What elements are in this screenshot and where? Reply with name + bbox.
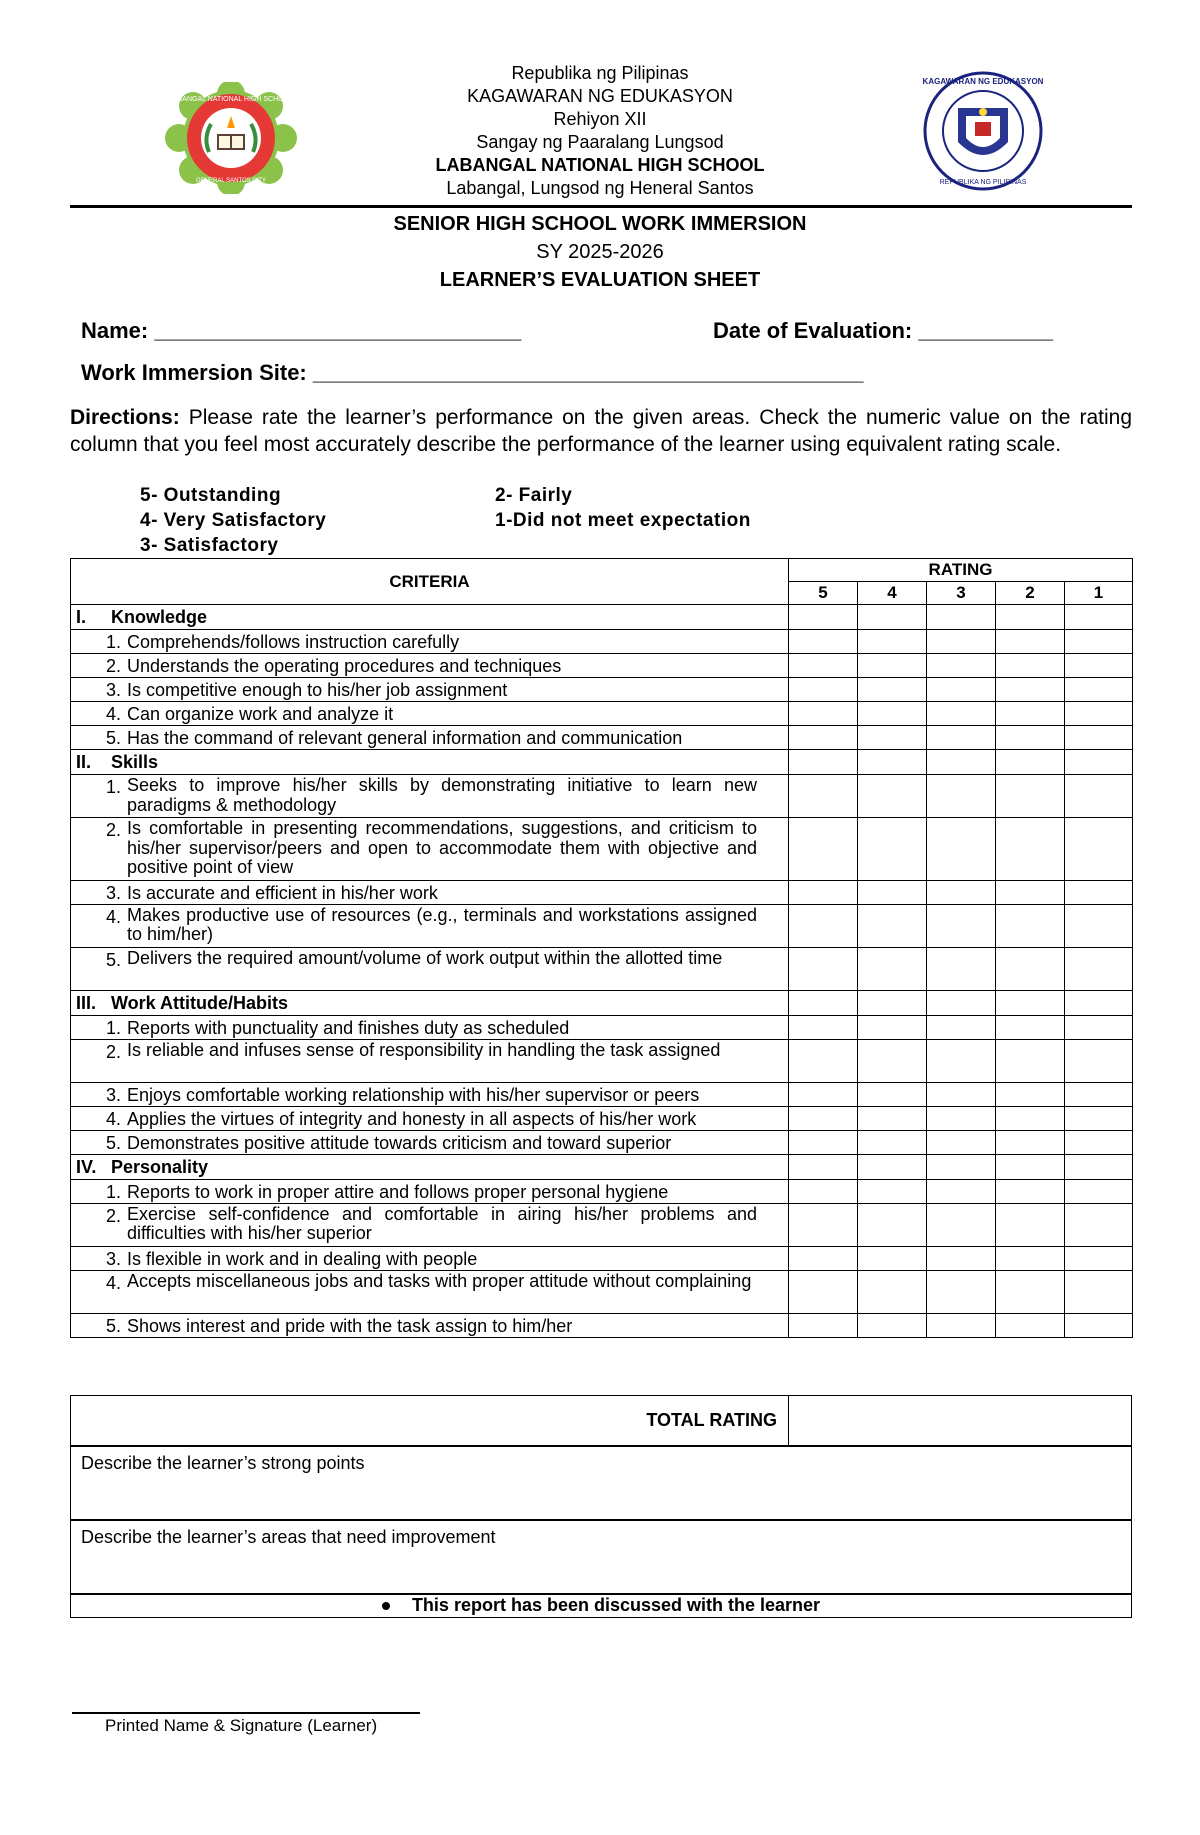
rating-checkbox-cell[interactable]	[927, 818, 996, 881]
rating-checkbox-cell[interactable]	[789, 1313, 858, 1337]
rating-cell	[858, 990, 927, 1015]
rating-checkbox-cell[interactable]	[789, 775, 858, 818]
rating-col-2: 2	[996, 582, 1065, 605]
rating-cell	[996, 750, 1065, 775]
rating-checkbox-cell[interactable]	[789, 1246, 858, 1270]
scale-2: 2- Fairly	[495, 485, 573, 506]
header-line-4: Sangay ng Paaralang Lungsod	[476, 132, 724, 152]
criteria-row	[71, 775, 1133, 818]
rating-checkbox-cell[interactable]	[996, 1106, 1065, 1130]
discussed-text: This report has been discussed with the learner	[411, 1595, 821, 1615]
directions	[70, 404, 1132, 458]
seal-lettering-bottom: REPUBLIKA NG PILIPINAS	[939, 179, 1027, 186]
item-text: Reports to work in proper attire and follows proper personal hygiene	[127, 1181, 669, 1202]
rating-checkbox-cell[interactable]	[789, 1106, 858, 1130]
item-number: 3.	[105, 882, 121, 903]
item-number: 2.	[105, 656, 121, 676]
criteria-row	[71, 1015, 1133, 1039]
rating-cell	[1065, 990, 1133, 1015]
section-title: Work Attitude/Habits	[111, 992, 289, 1013]
directions-text: Please rate the learner’s performance on the given areas. Check the numeric value on the rating column that you feel most accurately describe the performance of the learner using equivalent rating scale.	[70, 406, 1132, 456]
logo-lettering-bottom: GENERAL SANTOS CITY	[195, 178, 267, 184]
signature-label[interactable]: Printed Name & Signature (Learner)	[105, 1716, 378, 1735]
criteria-item	[71, 1082, 789, 1106]
rating-cell	[927, 605, 996, 630]
criteria-item	[71, 726, 789, 750]
item-text: Comprehends/follows instruction carefully	[127, 632, 460, 652]
rating-checkbox-cell[interactable]	[1065, 1179, 1133, 1203]
item-text: Demonstrates positive attitude towards criticism and toward superior	[127, 1132, 672, 1153]
rating-checkbox-cell[interactable]	[927, 1203, 996, 1246]
criteria-item	[71, 1270, 789, 1313]
rating-checkbox-cell[interactable]	[996, 726, 1065, 750]
item-number: 5.	[105, 1315, 121, 1336]
rating-checkbox-cell[interactable]	[789, 654, 858, 678]
item-number: 4.	[105, 704, 121, 724]
item-number: 1.	[105, 777, 121, 797]
rating-checkbox-cell[interactable]	[1065, 1015, 1133, 1039]
sheet-title: LEARNER’S EVALUATION SHEET	[439, 269, 761, 291]
criteria-row	[71, 654, 1133, 678]
rating-checkbox-cell[interactable]	[1065, 880, 1133, 904]
criteria-item	[71, 1130, 789, 1154]
item-number: 4.	[105, 906, 121, 927]
criteria-row	[71, 880, 1133, 904]
rating-cell	[858, 605, 927, 630]
rating-checkbox-cell[interactable]	[789, 1203, 858, 1246]
header-line-6: Labangal, Lungsod ng Heneral Santos	[446, 178, 754, 198]
criteria-row	[71, 1313, 1133, 1337]
rating-cell	[996, 990, 1065, 1015]
criteria-item	[71, 1203, 789, 1246]
rating-checkbox-cell[interactable]	[858, 1246, 927, 1270]
rating-cell	[858, 750, 927, 775]
rating-checkbox-cell[interactable]	[789, 1270, 858, 1313]
rating-checkbox-cell[interactable]	[1065, 818, 1133, 881]
total-rating-row	[70, 1395, 1132, 1447]
rating-checkbox-cell[interactable]	[996, 1313, 1065, 1337]
rating-cell	[1065, 605, 1133, 630]
rating-checkbox-cell[interactable]	[789, 1015, 858, 1039]
rating-checkbox-cell[interactable]	[858, 1270, 927, 1313]
rating-checkbox-cell[interactable]	[996, 880, 1065, 904]
site-field[interactable]: Work Immersion Site: _____________________________________________	[81, 360, 864, 385]
rating-checkbox-cell[interactable]	[927, 1130, 996, 1154]
rating-cell	[927, 990, 996, 1015]
rating-checkbox-cell[interactable]	[858, 1082, 927, 1106]
rating-checkbox-cell[interactable]	[789, 904, 858, 947]
item-text: Reports with punctuality and finishes duty as scheduled	[127, 1017, 570, 1038]
rating-checkbox-cell[interactable]	[858, 654, 927, 678]
rating-checkbox-cell[interactable]	[927, 904, 996, 947]
discussed-row	[70, 1593, 1132, 1618]
criteria-header: CRITERIA	[71, 559, 789, 605]
seal-lettering: KAGAWARAN NG EDUKASYON	[922, 77, 1044, 86]
rating-cell	[996, 1154, 1065, 1179]
section-header	[71, 990, 789, 1015]
criteria-item	[71, 947, 789, 990]
criteria-row	[71, 1106, 1133, 1130]
rating-col-1: 1	[1065, 582, 1133, 605]
total-rating-value[interactable]	[789, 1396, 1131, 1446]
item-text: Can organize work and analyze it	[127, 704, 394, 724]
rating-checkbox-cell[interactable]	[858, 880, 927, 904]
section-header	[71, 1154, 789, 1179]
section-number: II.	[76, 752, 92, 772]
rating-cell	[927, 1154, 996, 1179]
item-number: 1.	[105, 632, 121, 652]
criteria-item	[71, 1015, 789, 1039]
criteria-row	[71, 1270, 1133, 1313]
section-number: I.	[76, 607, 87, 627]
item-number: 1.	[105, 1017, 121, 1038]
rating-checkbox-cell[interactable]	[927, 775, 996, 818]
rating-cell	[789, 1154, 858, 1179]
scale-3: 3- Satisfactory	[140, 535, 279, 556]
rating-checkbox-cell[interactable]	[996, 1270, 1065, 1313]
rating-checkbox-cell[interactable]	[1065, 1130, 1133, 1154]
rating-checkbox-cell[interactable]	[996, 1015, 1065, 1039]
rating-checkbox-cell[interactable]	[1065, 654, 1133, 678]
rating-checkbox-cell[interactable]	[996, 904, 1065, 947]
criteria-item	[71, 678, 789, 702]
rating-checkbox-cell[interactable]	[858, 678, 927, 702]
rating-checkbox-cell[interactable]	[858, 630, 927, 654]
rating-checkbox-cell[interactable]	[789, 1179, 858, 1203]
rating-checkbox-cell[interactable]	[996, 630, 1065, 654]
rating-checkbox-cell[interactable]	[858, 1015, 927, 1039]
criteria-row	[71, 1082, 1133, 1106]
rating-cell	[1065, 750, 1133, 775]
rating-checkbox-cell[interactable]	[1065, 1039, 1133, 1082]
rating-checkbox-cell[interactable]	[996, 1130, 1065, 1154]
rating-checkbox-cell[interactable]	[996, 1039, 1065, 1082]
section-number: IV.	[76, 1156, 97, 1177]
rating-checkbox-cell[interactable]	[1065, 630, 1133, 654]
logo-lettering: LABANGAL NATIONAL HIGH SCHOOL	[169, 96, 293, 103]
rating-checkbox-cell[interactable]	[789, 947, 858, 990]
rating-checkbox-cell[interactable]	[927, 1082, 996, 1106]
criteria-item	[71, 1313, 789, 1337]
rating-checkbox-cell[interactable]	[1065, 775, 1133, 818]
rating-checkbox-cell[interactable]	[927, 1179, 996, 1203]
rating-checkbox-cell[interactable]	[927, 630, 996, 654]
criteria-row	[71, 1203, 1133, 1246]
scale-5: 5- Outstanding	[140, 485, 282, 506]
rating-checkbox-cell[interactable]	[996, 1203, 1065, 1246]
criteria-row	[71, 678, 1133, 702]
item-number: 2.	[105, 820, 121, 840]
item-text: Is comfortable in presenting recommendations, suggestions, and criticism to his/her supervisor/peers and open to accommodate them with objective and positive point of view	[127, 818, 757, 877]
criteria-row	[71, 726, 1133, 750]
total-rating-label: TOTAL RATING	[646, 1410, 777, 1430]
rating-checkbox-cell[interactable]	[1065, 678, 1133, 702]
rating-header: RATING	[789, 559, 1133, 582]
rating-checkbox-cell[interactable]	[1065, 1082, 1133, 1106]
rating-checkbox-cell[interactable]	[927, 947, 996, 990]
scale-1: 1-Did not meet expectation	[495, 510, 751, 531]
bullet-icon	[382, 1602, 390, 1610]
rating-checkbox-cell[interactable]	[858, 1039, 927, 1082]
section-title: Knowledge	[111, 607, 208, 627]
criteria-item	[71, 1246, 789, 1270]
section-header	[71, 605, 789, 630]
rating-checkbox-cell[interactable]	[789, 1039, 858, 1082]
item-number: 5.	[105, 728, 121, 748]
rating-checkbox-cell[interactable]	[927, 678, 996, 702]
rating-checkbox-cell[interactable]	[927, 1106, 996, 1130]
criteria-item	[71, 1039, 789, 1082]
page-title: SENIOR HIGH SCHOOL WORK IMMERSION	[393, 213, 807, 235]
title-block	[0, 210, 1200, 294]
criteria-row	[71, 1179, 1133, 1203]
rating-col-3: 3	[927, 582, 996, 605]
criteria-row	[71, 818, 1133, 881]
item-number: 5.	[105, 1132, 121, 1153]
item-number: 5.	[105, 949, 121, 970]
rating-checkbox-cell[interactable]	[858, 947, 927, 990]
rating-checkbox-cell[interactable]	[858, 702, 927, 726]
criteria-item	[71, 880, 789, 904]
rating-checkbox-cell[interactable]	[789, 702, 858, 726]
rating-col-5: 5	[789, 582, 858, 605]
rating-checkbox-cell[interactable]	[1065, 1106, 1133, 1130]
rating-checkbox-cell[interactable]	[927, 1246, 996, 1270]
rating-checkbox-cell[interactable]	[858, 775, 927, 818]
rating-checkbox-cell[interactable]	[1065, 947, 1133, 990]
item-number: 3.	[105, 680, 121, 700]
item-text: Is flexible in work and in dealing with people	[127, 1248, 478, 1269]
section-number: III.	[76, 992, 97, 1013]
item-text: Is competitive enough to his/her job assignment	[127, 680, 508, 700]
name-field[interactable]: Name: ______________________________	[81, 318, 522, 343]
rating-checkbox-cell[interactable]	[1065, 1246, 1133, 1270]
rating-checkbox-cell[interactable]	[1065, 1313, 1133, 1337]
rating-cell	[927, 750, 996, 775]
rating-checkbox-cell[interactable]	[858, 1313, 927, 1337]
item-text: Shows interest and pride with the task assign to him/her	[127, 1315, 573, 1336]
rating-checkbox-cell[interactable]	[1065, 1270, 1133, 1313]
rating-checkbox-cell[interactable]	[858, 1203, 927, 1246]
rating-checkbox-cell[interactable]	[858, 1130, 927, 1154]
rating-checkbox-cell[interactable]	[789, 678, 858, 702]
rating-checkbox-cell[interactable]	[927, 1039, 996, 1082]
rating-checkbox-cell[interactable]	[927, 654, 996, 678]
item-text: Enjoys comfortable working relationship with his/her supervisor or peers	[127, 1084, 700, 1105]
rating-checkbox-cell[interactable]	[996, 1246, 1065, 1270]
rating-checkbox-cell[interactable]	[858, 818, 927, 881]
directions-label: Directions:	[70, 406, 180, 429]
rating-checkbox-cell[interactable]	[927, 702, 996, 726]
rating-checkbox-cell[interactable]	[1065, 1203, 1133, 1246]
rating-checkbox-cell[interactable]	[996, 947, 1065, 990]
improvement-label: Describe the learner’s areas that need improvement	[81, 1527, 496, 1547]
rating-cell	[789, 605, 858, 630]
item-text: Delivers the required amount/volume of work output within the allotted time	[127, 947, 723, 968]
rating-checkbox-cell[interactable]	[927, 726, 996, 750]
scale-4: 4- Very Satisfactory	[140, 510, 327, 531]
rating-col-4: 4	[858, 582, 927, 605]
rating-checkbox-cell[interactable]	[789, 880, 858, 904]
rating-checkbox-cell[interactable]	[996, 702, 1065, 726]
criteria-row	[71, 1130, 1133, 1154]
criteria-item	[71, 654, 789, 678]
rating-checkbox-cell[interactable]	[996, 775, 1065, 818]
item-text: Is reliable and infuses sense of responsibility in handling the task assigned	[127, 1039, 721, 1060]
rating-checkbox-cell[interactable]	[996, 1179, 1065, 1203]
rating-checkbox-cell[interactable]	[927, 1015, 996, 1039]
item-text: Has the command of relevant general information and communication	[127, 728, 683, 748]
criteria-row	[71, 904, 1133, 947]
criteria-item	[71, 630, 789, 654]
rating-checkbox-cell[interactable]	[1065, 726, 1133, 750]
rating-cell	[1065, 1154, 1133, 1179]
item-number: 2.	[105, 1041, 121, 1062]
item-number: 3.	[105, 1248, 121, 1269]
evaluation-table	[70, 558, 1133, 1338]
header-line-2: KAGAWARAN NG EDUKASYON	[467, 86, 733, 106]
rating-checkbox-cell[interactable]	[996, 1082, 1065, 1106]
rating-checkbox-cell[interactable]	[789, 818, 858, 881]
header-line-1: Republika ng Pilipinas	[511, 63, 689, 83]
rating-checkbox-cell[interactable]	[1065, 904, 1133, 947]
rating-checkbox-cell[interactable]	[789, 1130, 858, 1154]
criteria-item	[71, 904, 789, 947]
item-text: Seeks to improve his/her skills by demonstrating initiative to learn new paradigms & methodology	[127, 775, 757, 815]
rating-checkbox-cell[interactable]	[927, 1270, 996, 1313]
rating-checkbox-cell[interactable]	[858, 1106, 927, 1130]
improvement-box[interactable]	[70, 1519, 1132, 1595]
header-rule	[70, 205, 1132, 208]
criteria-item	[71, 1106, 789, 1130]
item-number: 3.	[105, 1084, 121, 1105]
criteria-row	[71, 1039, 1133, 1082]
strong-points-box[interactable]	[70, 1445, 1132, 1521]
rating-cell	[789, 750, 858, 775]
rating-checkbox-cell[interactable]	[927, 1313, 996, 1337]
strong-points-label: Describe the learner’s strong points	[81, 1453, 365, 1473]
rating-checkbox-cell[interactable]	[1065, 702, 1133, 726]
rating-cell	[858, 1154, 927, 1179]
item-number: 4.	[105, 1272, 121, 1293]
item-number: 4.	[105, 1108, 121, 1129]
rating-cell	[996, 605, 1065, 630]
criteria-item	[71, 702, 789, 726]
section-title: Personality	[111, 1156, 209, 1177]
rating-checkbox-cell[interactable]	[858, 726, 927, 750]
school-year: SY 2025-2026	[536, 241, 664, 263]
rating-checkbox-cell[interactable]	[789, 1082, 858, 1106]
letterhead	[0, 62, 1200, 200]
item-text: Understands the operating procedures and techniques	[127, 656, 562, 676]
item-number: 2.	[105, 1205, 121, 1226]
rating-checkbox-cell[interactable]	[996, 678, 1065, 702]
date-field[interactable]: Date of Evaluation: ___________	[713, 318, 1053, 343]
rating-checkbox-cell[interactable]	[789, 630, 858, 654]
criteria-row	[71, 630, 1133, 654]
rating-checkbox-cell[interactable]	[996, 654, 1065, 678]
rating-cell	[789, 990, 858, 1015]
rating-checkbox-cell[interactable]	[858, 904, 927, 947]
criteria-item	[71, 1179, 789, 1203]
section-title: Skills	[111, 752, 159, 772]
rating-checkbox-cell[interactable]	[858, 1179, 927, 1203]
criteria-item	[71, 818, 789, 881]
item-text: Makes productive use of resources (e.g., terminals and workstations assigned to him/her)	[127, 904, 757, 944]
item-text: Exercise self-confidence and comfortable in airing his/her problems and difficulties with his/her superior	[127, 1203, 757, 1243]
rating-checkbox-cell[interactable]	[996, 818, 1065, 881]
criteria-row	[71, 702, 1133, 726]
criteria-row	[71, 947, 1133, 990]
rating-checkbox-cell[interactable]	[927, 880, 996, 904]
item-text: Accepts miscellaneous jobs and tasks with proper attitude without complaining	[127, 1270, 752, 1291]
item-number: 1.	[105, 1181, 121, 1202]
item-text: Is accurate and efficient in his/her work	[127, 882, 438, 903]
signature-line	[72, 1712, 420, 1714]
header-school-name: LABANGAL NATIONAL HIGH SCHOOL	[435, 155, 765, 175]
rating-checkbox-cell[interactable]	[789, 726, 858, 750]
criteria-row	[71, 1246, 1133, 1270]
header-line-3: Rehiyon XII	[553, 109, 647, 129]
criteria-item	[71, 775, 789, 818]
item-text: Applies the virtues of integrity and honesty in all aspects of his/her work	[127, 1108, 697, 1129]
section-header	[71, 750, 789, 775]
